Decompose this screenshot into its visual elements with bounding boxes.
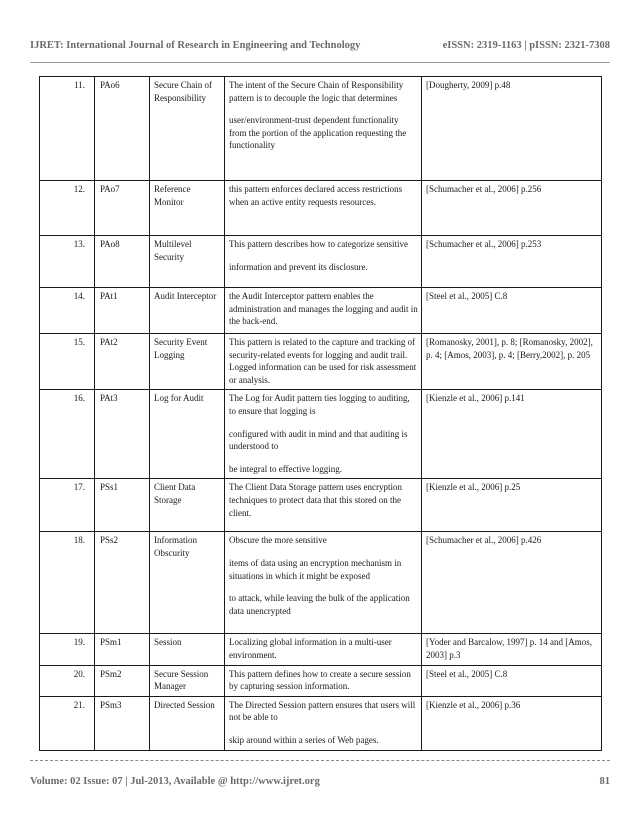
pattern-code: PAt2: [95, 334, 150, 390]
pattern-reference: [Dougherty, 2009] p.48: [422, 77, 602, 181]
table-row: [40, 288, 602, 334]
pattern-description: [225, 665, 422, 696]
pattern-description: [225, 288, 422, 334]
pattern-name: Information Obscurity: [150, 532, 225, 634]
page-number: 81: [599, 776, 610, 787]
pattern-code: PAt3: [95, 390, 150, 479]
description-paragraph: The intent of the Secure Chain of Responsibility pattern is to decouple the logic that determines: [229, 80, 404, 103]
row-number: 14.: [40, 288, 95, 334]
patterns-table: [39, 76, 602, 751]
table-body: [40, 77, 602, 751]
issn: eISSN: 2319-1163 | pISSN: 2321-7308: [442, 40, 610, 51]
description-paragraph: user/environment-trust dependent functionality from the portion of the application requesting the functionality: [229, 115, 407, 151]
header-rule: [30, 62, 610, 63]
footer-rule: [30, 760, 610, 761]
page-header: [30, 40, 610, 51]
pattern-name: Session: [150, 634, 225, 665]
pattern-code: PSm2: [95, 665, 150, 696]
description-paragraph: the Audit Interceptor pattern enables the administration and manages the logging and audit in the back-end.: [229, 291, 418, 327]
pattern-name: Multilevel Security: [150, 236, 225, 288]
description-paragraph: This pattern is related to the capture and tracking of security-related events for logging and audit trail. Logged information can be used for risk assessment or analysis.: [229, 337, 417, 385]
description-paragraph: be integral to effective logging.: [229, 463, 343, 474]
pattern-reference: [Steel et al., 2005] C.8: [422, 288, 602, 334]
description-paragraph: The Client Data Storage pattern uses encryption techniques to protect data that this stored on the client.: [229, 482, 402, 518]
table-row: [40, 532, 602, 634]
pattern-name: Audit Interceptor: [150, 288, 225, 334]
table-row: [40, 479, 602, 532]
table-row: [40, 334, 602, 390]
pattern-description: [225, 181, 422, 236]
pattern-reference: [Kienzle et al., 2006] p.141: [422, 390, 602, 479]
pattern-description: [225, 479, 422, 532]
description-paragraph: information and prevent its disclosure.: [229, 261, 368, 272]
row-number: 20.: [40, 665, 95, 696]
pattern-code: PSm3: [95, 696, 150, 750]
pattern-description: [225, 532, 422, 634]
pattern-code: PSm1: [95, 634, 150, 665]
table-row: [40, 665, 602, 696]
journal-title: IJRET: International Journal of Research in Engineering and Technology: [30, 40, 361, 51]
description-paragraph: configured with audit in mind and that auditing is understood to: [229, 428, 408, 452]
pattern-reference: [Schumacher et al., 2006] p.256: [422, 181, 602, 236]
table-row: [40, 181, 602, 236]
pattern-description: [225, 390, 422, 479]
pattern-name: Secure Chain of Responsibility: [150, 77, 225, 181]
row-number: 15.: [40, 334, 95, 390]
table-row: [40, 634, 602, 665]
row-number: 16.: [40, 390, 95, 479]
volume-info: Volume: 02 Issue: 07 | Jul-2013, Available @ http://www.ijret.org: [30, 776, 320, 787]
description-paragraph: this pattern enforces declared access restrictions when an active entity requests resources.: [229, 184, 403, 207]
pattern-description: [225, 696, 422, 750]
page-footer: [30, 776, 610, 787]
pattern-code: PSs2: [95, 532, 150, 634]
pattern-name: Reference Monitor: [150, 181, 225, 236]
pattern-code: PAo8: [95, 236, 150, 288]
row-number: 12.: [40, 181, 95, 236]
description-paragraph: This pattern describes how to categorize sensitive: [229, 239, 408, 249]
table-row: [40, 390, 602, 479]
pattern-reference: [Romanosky, 2001], p. 8; [Romanosky, 2002], p. 4; [Amos, 2003], p. 4; [Berry,2002], p. 205: [422, 334, 602, 390]
description-paragraph: items of data using an encryption mechanism in situations in which it might be exposed: [229, 557, 402, 581]
pattern-name: Client Data Storage: [150, 479, 225, 532]
row-number: 21.: [40, 696, 95, 750]
table-row: [40, 696, 602, 750]
pattern-reference: [Kienzle et al., 2006] p.25: [422, 479, 602, 532]
pattern-code: PAt1: [95, 288, 150, 334]
pattern-name: Log for Audit: [150, 390, 225, 479]
pattern-reference: [Yoder and Barcalow, 1997] p. 14 and [Amos, 2003] p.3: [422, 634, 602, 665]
description-paragraph: This pattern defines how to create a secure session by capturing session information.: [229, 668, 411, 692]
pattern-description: [225, 77, 422, 181]
pattern-reference: [Schumacher et al., 2006] p.253: [422, 236, 602, 288]
description-paragraph: skip around within a series of Web pages.: [229, 734, 379, 745]
table-row: [40, 236, 602, 288]
table-row: [40, 77, 602, 181]
description-paragraph: Obscure the more sensitive: [229, 535, 327, 546]
description-paragraph: to attack, while leaving the bulk of the application data unencrypted: [229, 593, 410, 616]
row-number: 18.: [40, 532, 95, 634]
description-paragraph: The Directed Session pattern ensures that users will not be able to: [229, 699, 416, 723]
pattern-name: Directed Session: [150, 696, 225, 750]
pattern-description: [225, 634, 422, 665]
description-paragraph: Localizing global information in a multi-user environment.: [229, 637, 392, 660]
pattern-reference: [Schumacher et al., 2006] p.426: [422, 532, 602, 634]
pattern-reference: [Steel et al., 2005] C.8: [422, 665, 602, 696]
row-number: 13.: [40, 236, 95, 288]
description-paragraph: The Log for Audit pattern ties logging to auditing, to ensure that logging is: [229, 393, 410, 416]
row-number: 19.: [40, 634, 95, 665]
pattern-code: PAo7: [95, 181, 150, 236]
pattern-name: Secure Session Manager: [150, 665, 225, 696]
pattern-reference: [Kienzle et al., 2006] p.36: [422, 696, 602, 750]
row-number: 17.: [40, 479, 95, 532]
pattern-code: PAo6: [95, 77, 150, 181]
pattern-description: [225, 236, 422, 288]
pattern-code: PSs1: [95, 479, 150, 532]
pattern-name: Security Event Logging: [150, 334, 225, 390]
pattern-description: [225, 334, 422, 390]
row-number: 11.: [40, 77, 95, 181]
